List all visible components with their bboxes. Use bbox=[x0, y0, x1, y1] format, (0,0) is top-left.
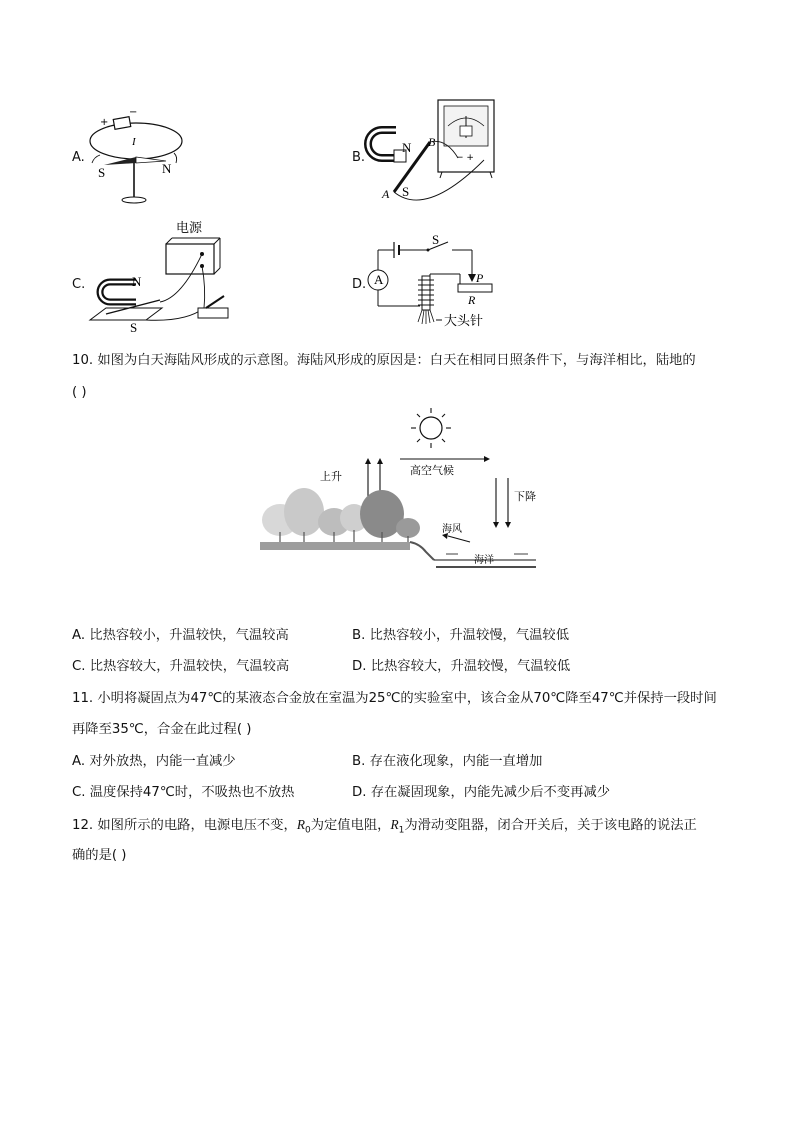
q10-option-b[interactable]: B. 比热容较小，升温较慢，气温较低 bbox=[352, 628, 570, 643]
option-a-letter: A. bbox=[72, 150, 85, 165]
option-b-letter: B. bbox=[352, 150, 366, 165]
b-north-label: N bbox=[402, 140, 412, 155]
c-north-label: N bbox=[132, 274, 142, 289]
d-pins-label: 大头针 bbox=[444, 314, 484, 329]
descend-label: 下降 bbox=[514, 490, 536, 503]
q10-option-c[interactable]: C. 比热容较大，升温较快，气温较高 bbox=[72, 659, 290, 674]
q10-text-line1: 10. 如图为白天海陆风形成的示意图。海陆风形成的原因是：白天在相同日照条件下，与海洋相比，陆地的 bbox=[72, 353, 696, 368]
d-slider-label: P bbox=[476, 271, 484, 285]
galvanometer-figure bbox=[366, 98, 496, 208]
b-a-label: A bbox=[382, 187, 390, 201]
q11-option-c[interactable]: C. 温度保持47℃时，不吸热也不放热 bbox=[72, 785, 295, 800]
q12-text-part-b: 为定值电阻， bbox=[310, 818, 391, 833]
trees-illustration bbox=[262, 488, 420, 544]
d-switch-label: S bbox=[432, 232, 440, 247]
rise-label: 上升 bbox=[320, 470, 342, 483]
q11-option-a[interactable]: A. 对外放热，内能一直减少 bbox=[72, 754, 236, 769]
plus-label: + bbox=[100, 117, 109, 128]
q12-text-line2: 确的是( ) bbox=[72, 848, 127, 863]
b-b-label: B bbox=[428, 135, 436, 149]
compass-current-figure bbox=[84, 105, 194, 210]
south-label: S bbox=[98, 165, 106, 180]
current-label: I bbox=[132, 136, 136, 148]
minus-label: − bbox=[129, 107, 138, 118]
motor-figure bbox=[86, 218, 236, 335]
q11-text-line2: 再降至35℃，合金在此过程( ) bbox=[72, 722, 252, 737]
sea-land-breeze-figure bbox=[258, 402, 538, 582]
q12-text-line1 bbox=[72, 816, 697, 840]
power-label: 电源 bbox=[176, 221, 203, 236]
option-d-letter: D. bbox=[352, 277, 367, 292]
r0-symbol: R bbox=[296, 817, 305, 832]
q12-text-part-c: 为滑动变阻器，闭合开关后，关于该电路的说法正 bbox=[404, 818, 697, 833]
b-south-label: S bbox=[402, 184, 410, 199]
ocean-label: 海洋 bbox=[474, 555, 494, 566]
q10-option-a[interactable]: A. 比热容较小，升温较快，气温较高 bbox=[72, 628, 289, 643]
c-south-label: S bbox=[130, 320, 138, 335]
q11-option-d[interactable]: D. 存在凝固现象，内能先减少后不变再减少 bbox=[352, 785, 611, 800]
sun-icon bbox=[411, 408, 451, 448]
high-pressure-label: 高空气候 bbox=[410, 464, 454, 477]
q11-text-line1: 11. 小明将凝固点为47℃的某液态合金放在室温为25℃的实验室中，该合金从70℃降至47℃并保持一段时间 bbox=[72, 691, 717, 706]
r1-symbol: R bbox=[390, 817, 399, 832]
option-c-letter: C. bbox=[72, 277, 86, 292]
d-resistor-label: R bbox=[468, 293, 476, 307]
r0-subscript: 0 bbox=[304, 825, 311, 836]
d-ammeter-label: A bbox=[374, 272, 384, 287]
north-label: N bbox=[162, 161, 172, 176]
q12-text-part-a: 12. 如图所示的电路，电源电压不变， bbox=[72, 818, 297, 833]
q10-text-line2: ( ) bbox=[72, 385, 87, 400]
r1-subscript: 1 bbox=[398, 825, 405, 836]
q10-option-d[interactable]: D. 比热容较大，升温较慢，气温较低 bbox=[352, 659, 571, 674]
svg-text:− +: − + bbox=[456, 153, 474, 163]
electromagnet-figure bbox=[366, 234, 496, 330]
sea-wind-label: 海风 bbox=[442, 524, 462, 535]
q11-option-b[interactable]: B. 存在液化现象，内能一直增加 bbox=[352, 754, 543, 769]
